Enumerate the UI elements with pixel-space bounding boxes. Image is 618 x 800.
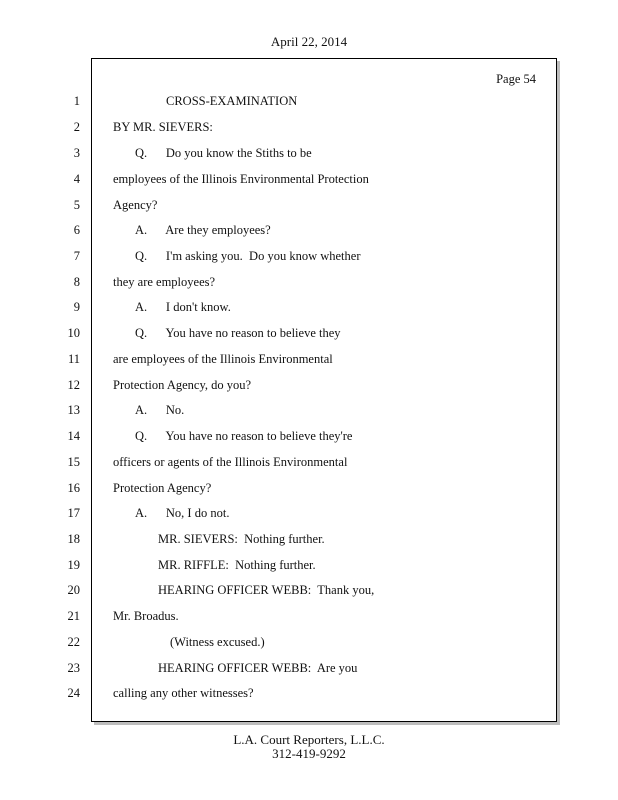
transcript-line: Q. Do you know the Stiths to be (135, 146, 312, 160)
transcript-line: HEARING OFFICER WEBB: Are you (158, 661, 358, 675)
line-number: 11 (67, 352, 80, 366)
line-number: 6 (73, 223, 80, 237)
line-number: 14 (67, 429, 80, 443)
transcript-line: (Witness excused.) (170, 635, 265, 649)
line-number: 8 (73, 275, 80, 289)
transcript-line: are employees of the Illinois Environmental (113, 352, 333, 366)
line-number: 1 (73, 94, 80, 108)
header-date: April 22, 2014 (270, 34, 348, 49)
line-number: 23 (67, 661, 80, 675)
line-number: 13 (67, 403, 80, 417)
line-number: 3 (73, 146, 80, 160)
line-number: 20 (67, 583, 80, 597)
line-number: 7 (73, 249, 80, 263)
line-number: 18 (67, 532, 80, 546)
transcript-line: Q. You have no reason to believe they're (135, 429, 353, 443)
transcript-line: A. I don't know. (135, 300, 231, 314)
line-number: 21 (67, 609, 80, 623)
transcript-line: they are employees? (113, 275, 216, 289)
transcript-line: A. No, I do not. (135, 506, 230, 520)
line-number: 19 (67, 558, 80, 572)
transcript-line: calling any other witnesses? (113, 686, 254, 700)
page-number: Page 54 (496, 72, 536, 86)
line-number: 10 (67, 326, 80, 340)
transcript-line: employees of the Illinois Environmental Protection (113, 172, 369, 186)
transcript-line: A. No. (135, 403, 185, 417)
transcript-line: Agency? (113, 198, 158, 212)
transcript-line: A. Are they employees? (135, 223, 271, 237)
line-number: 17 (67, 506, 80, 520)
line-number: 9 (73, 300, 80, 314)
transcript-line: Protection Agency? (113, 481, 212, 495)
line-number: 5 (73, 198, 80, 212)
transcript-line: Q. I'm asking you. Do you know whether (135, 249, 361, 263)
transcript-line: Q. You have no reason to believe they (135, 326, 341, 340)
line-number: 15 (67, 455, 80, 469)
line-number: 16 (67, 481, 80, 495)
line-number: 2 (73, 120, 80, 134)
transcript-line: BY MR. SIEVERS: (113, 120, 213, 134)
line-number: 22 (67, 635, 80, 649)
transcript-line: HEARING OFFICER WEBB: Thank you, (158, 583, 375, 597)
transcript-line: MR. RIFFLE: Nothing further. (158, 558, 316, 572)
line-number: 4 (73, 172, 80, 186)
transcript-line: officers or agents of the Illinois Environmental (113, 455, 348, 469)
transcript-line: Mr. Broadus. (113, 609, 179, 623)
footer-phone: 312-419-9292 (272, 746, 346, 761)
transcript-line: CROSS-EXAMINATION (166, 94, 298, 108)
line-number: 12 (67, 378, 80, 392)
transcript-line: MR. SIEVERS: Nothing further. (158, 532, 325, 546)
footer-company: L.A. Court Reporters, L.L.C. (233, 732, 385, 747)
line-number: 24 (67, 686, 80, 700)
transcript-line: Protection Agency, do you? (113, 378, 252, 392)
